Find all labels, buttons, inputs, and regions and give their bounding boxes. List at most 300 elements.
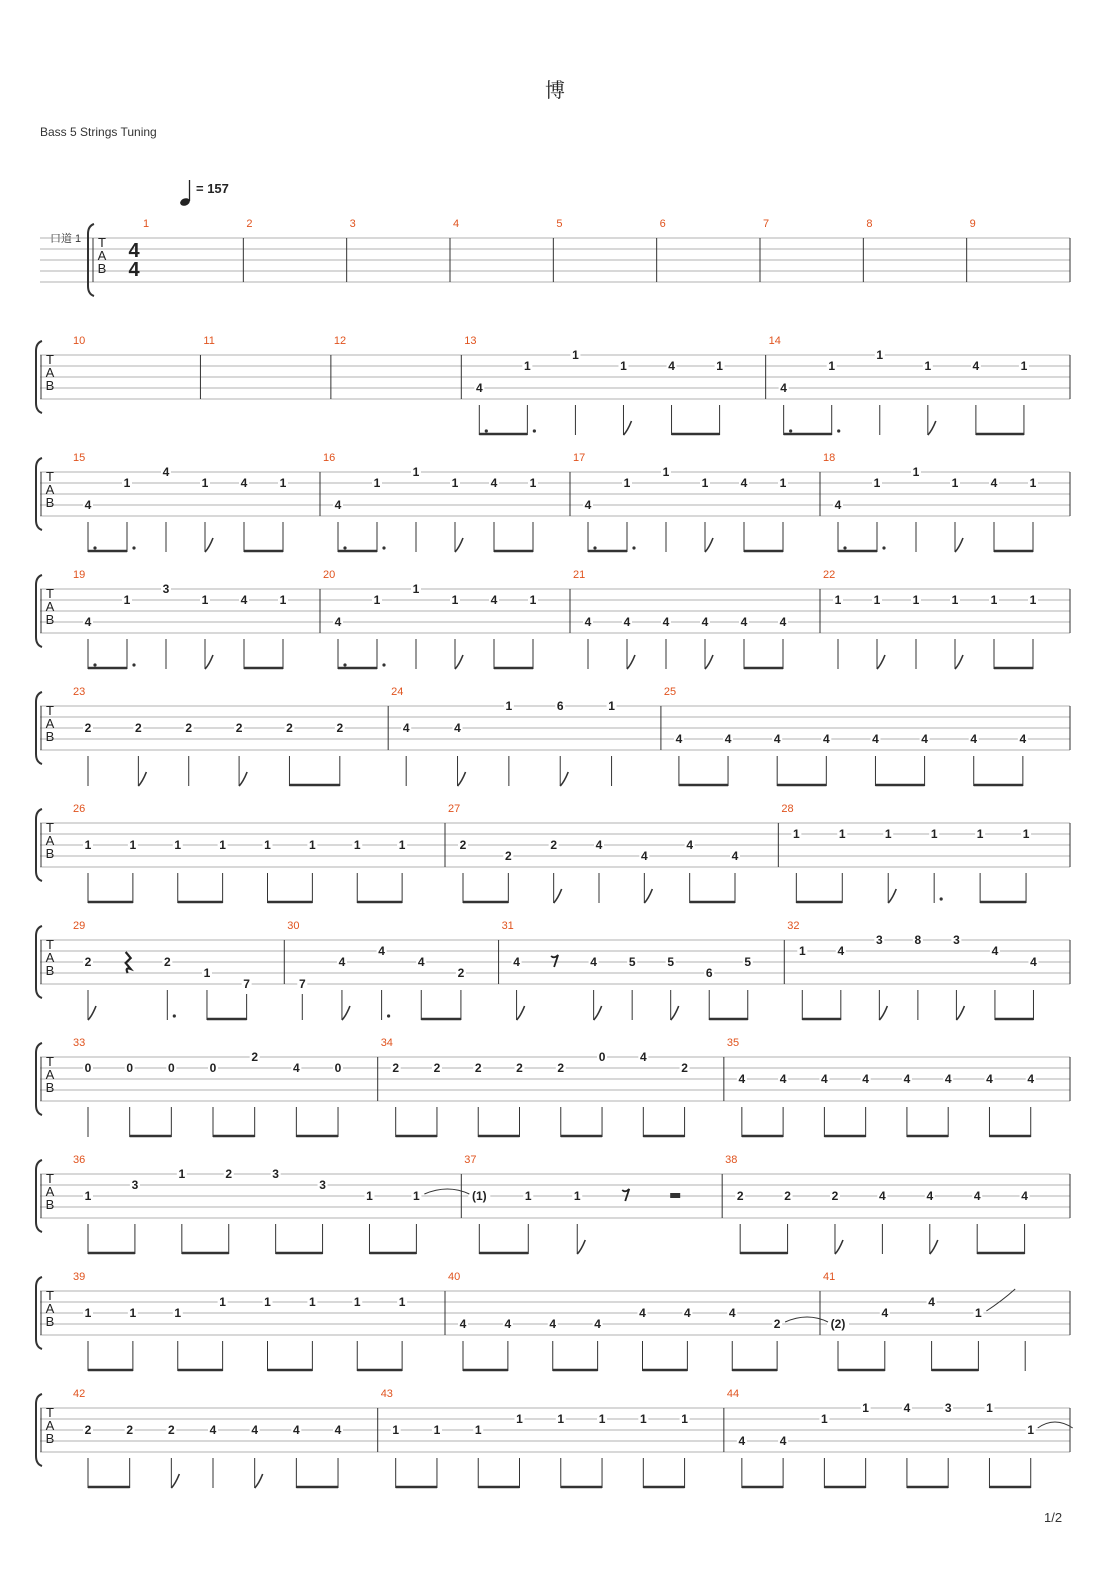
fret-number: 4 — [549, 1317, 557, 1331]
fret-number: 2 — [550, 838, 558, 852]
fret-number: 1 — [1029, 593, 1037, 607]
fret-number: 2 — [251, 1050, 259, 1064]
fret-number: 4 — [293, 1423, 300, 1437]
fret-number: 4 — [459, 1317, 467, 1331]
tab-clef-letter: T — [46, 1171, 54, 1186]
tie-arc — [424, 1189, 469, 1194]
fret-number: 1 — [174, 838, 182, 852]
fret-number: 2 — [84, 721, 92, 735]
fret-number: 2 — [457, 966, 465, 980]
fret-number: 1 — [353, 838, 361, 852]
eighth-flag — [879, 1006, 887, 1020]
fret-number: 5 — [628, 955, 636, 969]
measure-number: 21 — [573, 569, 586, 581]
measure-number: 32 — [787, 920, 800, 932]
fret-number: 4 — [639, 1050, 647, 1064]
augmentation-dot — [837, 429, 840, 432]
eighth-flag — [930, 1240, 938, 1254]
eighth-flag — [877, 655, 885, 669]
fret-number: 1 — [798, 944, 806, 958]
fret-number: 1 — [838, 827, 846, 841]
fret-number: 4 — [490, 593, 498, 607]
fret-number: 1 — [392, 1423, 400, 1437]
measure-number: 42 — [73, 1388, 86, 1400]
fret-number: 4 — [209, 1423, 217, 1437]
fret-number: 1 — [474, 1423, 482, 1437]
measure-number: 30 — [287, 920, 300, 932]
fret-number: 4 — [822, 732, 830, 746]
fret-number: 1 — [203, 966, 211, 980]
fret-number: 0 — [126, 1061, 134, 1075]
tab-clef-letter: B — [45, 495, 55, 510]
fret-number: 1 — [529, 476, 537, 490]
fret-number: 1 — [639, 1412, 647, 1426]
measure-number: 26 — [73, 803, 86, 815]
measure-number: 6 — [659, 218, 666, 230]
fret-number: 3 — [131, 1178, 139, 1192]
measure-number: 34 — [380, 1037, 393, 1049]
measure-number: 40 — [448, 1271, 461, 1283]
augmentation-dot — [632, 546, 635, 549]
fret-number: 1 — [123, 476, 131, 490]
fret-number: 1 — [451, 476, 459, 490]
fret-number: 1 — [608, 699, 615, 713]
time-signature-top: 4 — [128, 240, 140, 262]
fret-number: 4 — [926, 1189, 934, 1203]
fret-number: 2 — [286, 721, 293, 735]
measure-number: 31 — [501, 920, 514, 932]
fret-number: 7 — [298, 977, 306, 991]
eighth-flag — [342, 1006, 350, 1020]
fret-number: 4 — [475, 381, 483, 395]
fret-number: 1 — [309, 838, 316, 852]
eighth-flag — [577, 1240, 585, 1254]
fret-number: 1 — [792, 827, 800, 841]
measure-number: 22 — [823, 569, 836, 581]
fret-number: 4 — [293, 1061, 300, 1075]
fret-number: 1 — [951, 476, 959, 490]
fret-number: 2 — [225, 1167, 233, 1181]
augmentation-dot — [132, 663, 135, 666]
measure-number: 17 — [573, 452, 586, 464]
fret-number: 4 — [595, 838, 603, 852]
fret-number: 1 — [279, 476, 287, 490]
fret-number: 1 — [264, 1295, 271, 1309]
tab-clef-letter: B — [45, 963, 55, 978]
fret-number: 4 — [991, 944, 999, 958]
measure-number: 1 — [143, 218, 150, 230]
fret-number: 1 — [373, 476, 381, 490]
measure-number: 9 — [969, 218, 976, 230]
eighth-flag — [627, 655, 635, 669]
measure-number: 41 — [823, 1271, 836, 1283]
fret-number: 8 — [914, 933, 922, 947]
measure-number: 16 — [323, 452, 336, 464]
fret-number: 2 — [736, 1189, 744, 1203]
tab-clef-letter: B — [45, 378, 55, 393]
fret-number: 1 — [1029, 476, 1037, 490]
fret-number: 2 — [784, 1189, 791, 1203]
fret-number: 2 — [831, 1189, 839, 1203]
fret-number: 1 — [701, 476, 709, 490]
eighth-flag — [928, 421, 936, 435]
measure-number: 24 — [391, 686, 404, 698]
measure-number: 29 — [73, 920, 86, 932]
fret-number: 2 — [135, 721, 142, 735]
fret-number: 1 — [84, 1189, 92, 1203]
fret-number: 4 — [1027, 1072, 1035, 1086]
eighth-flag — [594, 1006, 602, 1020]
fret-number: 6 — [705, 966, 713, 980]
tab-clef-letter: B — [45, 1314, 55, 1329]
fret-number: 4 — [402, 721, 410, 735]
fret-number: 4 — [862, 1072, 869, 1086]
measure-number: 39 — [73, 1271, 86, 1283]
fret-number: 1 — [912, 593, 920, 607]
fret-number: (1) — [471, 1189, 487, 1203]
eighth-flag — [623, 421, 631, 435]
fret-number: 1 — [620, 359, 627, 373]
fret-number: 1 — [573, 1189, 581, 1203]
measure-number: 38 — [725, 1154, 738, 1166]
fret-number: 4 — [972, 359, 980, 373]
fret-number: 1 — [129, 1306, 137, 1320]
fret-number: 3 — [876, 933, 883, 947]
fret-number: 1 — [516, 1412, 523, 1426]
tab-clef-letter: T — [46, 1288, 54, 1303]
fret-number: 1 — [1020, 359, 1028, 373]
fret-number: 2 — [235, 721, 243, 735]
fret-number: 1 — [264, 838, 271, 852]
fret-number: 4 — [779, 1072, 787, 1086]
measure-number: 14 — [768, 335, 781, 347]
tab-clef-letter: B — [97, 261, 107, 276]
tab-clef-letter: A — [45, 482, 55, 497]
fret-number: 2 — [167, 1423, 175, 1437]
eighth-flag — [171, 1474, 179, 1488]
eighth-flag — [560, 772, 568, 786]
fret-number: 4 — [240, 476, 248, 490]
fret-number: 4 — [834, 498, 842, 512]
fret-number: 4 — [417, 955, 425, 969]
fret-number: 4 — [684, 1306, 691, 1320]
tab-clef-letter: B — [45, 612, 55, 627]
fret-number: 2 — [459, 838, 467, 852]
measure-number: 10 — [73, 335, 86, 347]
measure-number: 33 — [73, 1037, 86, 1049]
fret-number: 1 — [924, 359, 932, 373]
fret-number: 2 — [504, 849, 512, 863]
tab-clef-letter: A — [45, 365, 55, 380]
fret-number: 4 — [675, 732, 683, 746]
measure-number: 28 — [781, 803, 794, 815]
augmentation-dot — [132, 546, 135, 549]
eighth-flag — [205, 538, 213, 552]
augmentation-dot — [173, 1014, 176, 1017]
tab-clef-letter: B — [45, 1080, 55, 1095]
fret-number: 4 — [740, 615, 748, 629]
eighth-flag — [239, 772, 247, 786]
fret-number: 1 — [873, 476, 881, 490]
fret-number: 2 — [126, 1423, 134, 1437]
measure-number: 36 — [73, 1154, 86, 1166]
fret-number: 1 — [366, 1189, 373, 1203]
fret-number: 4 — [990, 476, 998, 490]
measure-number: 20 — [323, 569, 336, 581]
fret-number: 1 — [598, 1412, 606, 1426]
fret-number: 4 — [378, 944, 385, 958]
fret-number: 1 — [433, 1423, 441, 1437]
time-signature-bottom: 4 — [128, 259, 140, 281]
fret-number: 1 — [505, 699, 513, 713]
measure-number: 25 — [663, 686, 677, 698]
fret-number: 1 — [828, 359, 836, 373]
eighth-flag — [705, 655, 713, 669]
tab-clef-letter: T — [46, 1054, 54, 1069]
eighth-flag — [517, 1006, 525, 1020]
fret-number: 1 — [873, 593, 881, 607]
fret-number: 2 — [773, 1317, 781, 1331]
measure-number: 23 — [73, 686, 86, 698]
tab-clef-letter: T — [46, 820, 54, 835]
fret-number: 1 — [201, 476, 209, 490]
tab-clef-letter: B — [45, 1197, 55, 1212]
fret-number: 0 — [167, 1061, 175, 1075]
eighth-flag — [705, 538, 713, 552]
fret-number: 4 — [334, 615, 342, 629]
fret-number: 1 — [951, 593, 959, 607]
fret-number: 1 — [975, 1306, 982, 1320]
augmentation-dot — [93, 663, 96, 666]
eighth-flag — [644, 889, 652, 903]
fret-number: 2 — [392, 1061, 400, 1075]
fret-number: 3 — [162, 582, 170, 596]
fret-number: 4 — [903, 1072, 911, 1086]
fret-number: 4 — [731, 849, 739, 863]
fret-number: 1 — [716, 359, 723, 373]
fret-number: 1 — [84, 1306, 92, 1320]
fret-number: 4 — [84, 615, 92, 629]
fret-number: 4 — [1030, 955, 1037, 969]
measure-number: 8 — [866, 218, 873, 230]
fret-number: 2 — [681, 1061, 688, 1075]
fret-number: 4 — [668, 359, 675, 373]
fret-number: 4 — [338, 955, 346, 969]
measure-number: 5 — [556, 218, 563, 230]
fret-number: 1 — [84, 838, 92, 852]
tab-clef-letter: A — [45, 950, 55, 965]
fret-number: 1 — [912, 465, 920, 479]
fret-number: 6 — [556, 699, 564, 713]
fret-number: 4 — [240, 593, 248, 607]
eighth-flag — [205, 655, 213, 669]
eighth-rest-icon — [551, 955, 558, 967]
fret-number: 4 — [986, 1072, 993, 1086]
fret-number: 4 — [584, 615, 592, 629]
augmentation-dot — [93, 546, 96, 549]
fret-number: 4 — [334, 1423, 342, 1437]
fret-number: 4 — [973, 1189, 981, 1203]
eighth-rest-icon — [622, 1189, 629, 1201]
fret-number: 4 — [701, 615, 709, 629]
fret-number: 1 — [834, 593, 842, 607]
tab-clef-letter: T — [46, 1405, 54, 1420]
tab-clef-letter: T — [46, 937, 54, 952]
fret-number: 4 — [921, 732, 928, 746]
measure-number: 3 — [349, 218, 356, 230]
fret-number: 1 — [309, 1295, 316, 1309]
tab-clef-letter: B — [45, 729, 55, 744]
fret-number: 1 — [412, 582, 420, 596]
fret-number: 2 — [336, 721, 344, 735]
fret-number: 4 — [334, 498, 342, 512]
augmentation-dot — [940, 897, 943, 900]
measure-number: 7 — [763, 218, 770, 230]
fret-number: 1 — [986, 1401, 993, 1415]
fret-number: 1 — [572, 348, 579, 362]
tab-clef-letter: T — [98, 235, 106, 250]
fret-number: 4 — [738, 1434, 746, 1448]
fret-number: 4 — [970, 732, 978, 746]
eighth-flag — [458, 772, 466, 786]
fret-number: 4 — [779, 615, 787, 629]
eighth-flag — [255, 1474, 263, 1488]
augmentation-dot — [789, 429, 792, 432]
augmentation-dot — [533, 429, 536, 432]
song-title: 博 — [545, 78, 565, 102]
measure-number: 37 — [464, 1154, 477, 1166]
tab-clef-letter: T — [46, 703, 54, 718]
tab-clef-letter: T — [46, 469, 54, 484]
fret-number: 1 — [123, 593, 131, 607]
eighth-flag — [956, 1006, 964, 1020]
fret-number: 1 — [174, 1306, 182, 1320]
fret-number: 1 — [524, 359, 531, 373]
measure-number: 4 — [453, 218, 460, 230]
fret-number: 4 — [513, 955, 520, 969]
fret-number: 1 — [219, 838, 226, 852]
eighth-flag — [88, 1006, 96, 1020]
fret-number: 4 — [872, 732, 879, 746]
fret-number: 4 — [738, 1072, 746, 1086]
measure-number: 2 — [246, 218, 253, 230]
augmentation-dot — [882, 546, 885, 549]
fret-number: 4 — [640, 849, 648, 863]
fret-number: 1 — [681, 1412, 688, 1426]
eighth-flag — [455, 538, 463, 552]
eighth-flag — [554, 889, 562, 903]
fret-number: 5 — [744, 955, 752, 969]
fret-number: 7 — [243, 977, 250, 991]
fret-number: 4 — [686, 838, 694, 852]
fret-number: 2 — [474, 1061, 482, 1075]
fret-number: 1 — [884, 827, 892, 841]
fret-number: 1 — [1027, 1423, 1035, 1437]
fret-number: 3 — [953, 933, 960, 947]
fret-number: 1 — [623, 476, 631, 490]
fret-number: 4 — [594, 1317, 601, 1331]
fret-number: 1 — [557, 1412, 565, 1426]
page-number: 1/2 — [1044, 1510, 1063, 1525]
fret-number: 0 — [334, 1061, 342, 1075]
tab-clef-letter: A — [45, 1184, 55, 1199]
tab-clef-letter: A — [45, 716, 55, 731]
eighth-flag — [455, 655, 463, 669]
tab-clef-letter: B — [45, 1431, 55, 1446]
quarter-rest-icon — [126, 952, 131, 973]
fret-number: 1 — [976, 827, 984, 841]
fret-number: 4 — [728, 1306, 736, 1320]
fret-number: 4 — [490, 476, 498, 490]
track-label: 口道 1 — [50, 233, 82, 245]
measure-number: 35 — [726, 1037, 740, 1049]
fret-number: 4 — [504, 1317, 512, 1331]
augmentation-dot — [843, 546, 846, 549]
fret-number: 4 — [944, 1072, 952, 1086]
measure-number: 15 — [73, 452, 86, 464]
fret-number: 1 — [373, 593, 381, 607]
fret-number: 1 — [398, 1295, 406, 1309]
fret-number: 2 — [84, 955, 92, 969]
augmentation-dot — [343, 546, 346, 549]
eighth-flag — [835, 1240, 843, 1254]
tab-clef-letter: A — [45, 1301, 55, 1316]
augmentation-dot — [387, 1014, 390, 1017]
tab-clef-letter: T — [46, 586, 54, 601]
tie-arc — [785, 1317, 828, 1322]
fret-number: 1 — [201, 593, 209, 607]
fret-number: 5 — [667, 955, 675, 969]
tie-arc — [986, 1289, 1015, 1311]
fret-number: 1 — [779, 476, 787, 490]
fret-number: 4 — [773, 732, 781, 746]
measure-number: 18 — [823, 452, 836, 464]
fret-number: 1 — [821, 1412, 828, 1426]
measure-number: 19 — [73, 569, 86, 581]
tab-clef-letter: B — [45, 846, 55, 861]
measure-number: 11 — [203, 335, 215, 347]
tab-clef-letter: A — [45, 1067, 55, 1082]
fret-number: 3 — [272, 1167, 279, 1181]
fret-number: 2 — [516, 1061, 523, 1075]
fret-number: 4 — [662, 615, 670, 629]
fret-number: 4 — [879, 1189, 886, 1203]
fret-number: 4 — [779, 1434, 787, 1448]
fret-number: 4 — [928, 1295, 935, 1309]
fret-number: 2 — [185, 721, 193, 735]
fret-number: 2 — [557, 1061, 565, 1075]
measure-number: 13 — [464, 335, 477, 347]
fret-number: 2 — [433, 1061, 441, 1075]
augmentation-dot — [382, 663, 385, 666]
fret-number: 4 — [454, 721, 461, 735]
tab-clef-letter: T — [46, 352, 54, 367]
measure-number: 27 — [448, 803, 461, 815]
fret-number: 4 — [1019, 732, 1027, 746]
fret-number: 1 — [451, 593, 459, 607]
tab-clef-letter: A — [45, 599, 55, 614]
fret-number: 1 — [876, 348, 884, 362]
fret-number: 4 — [881, 1306, 889, 1320]
fret-number: 1 — [178, 1167, 186, 1181]
fret-number: 1 — [662, 465, 670, 479]
augmentation-dot — [485, 429, 488, 432]
fret-number: 4 — [84, 498, 92, 512]
augmentation-dot — [593, 546, 596, 549]
fret-number: 1 — [398, 838, 406, 852]
fret-number: 0 — [209, 1061, 217, 1075]
fret-number: 0 — [598, 1050, 606, 1064]
